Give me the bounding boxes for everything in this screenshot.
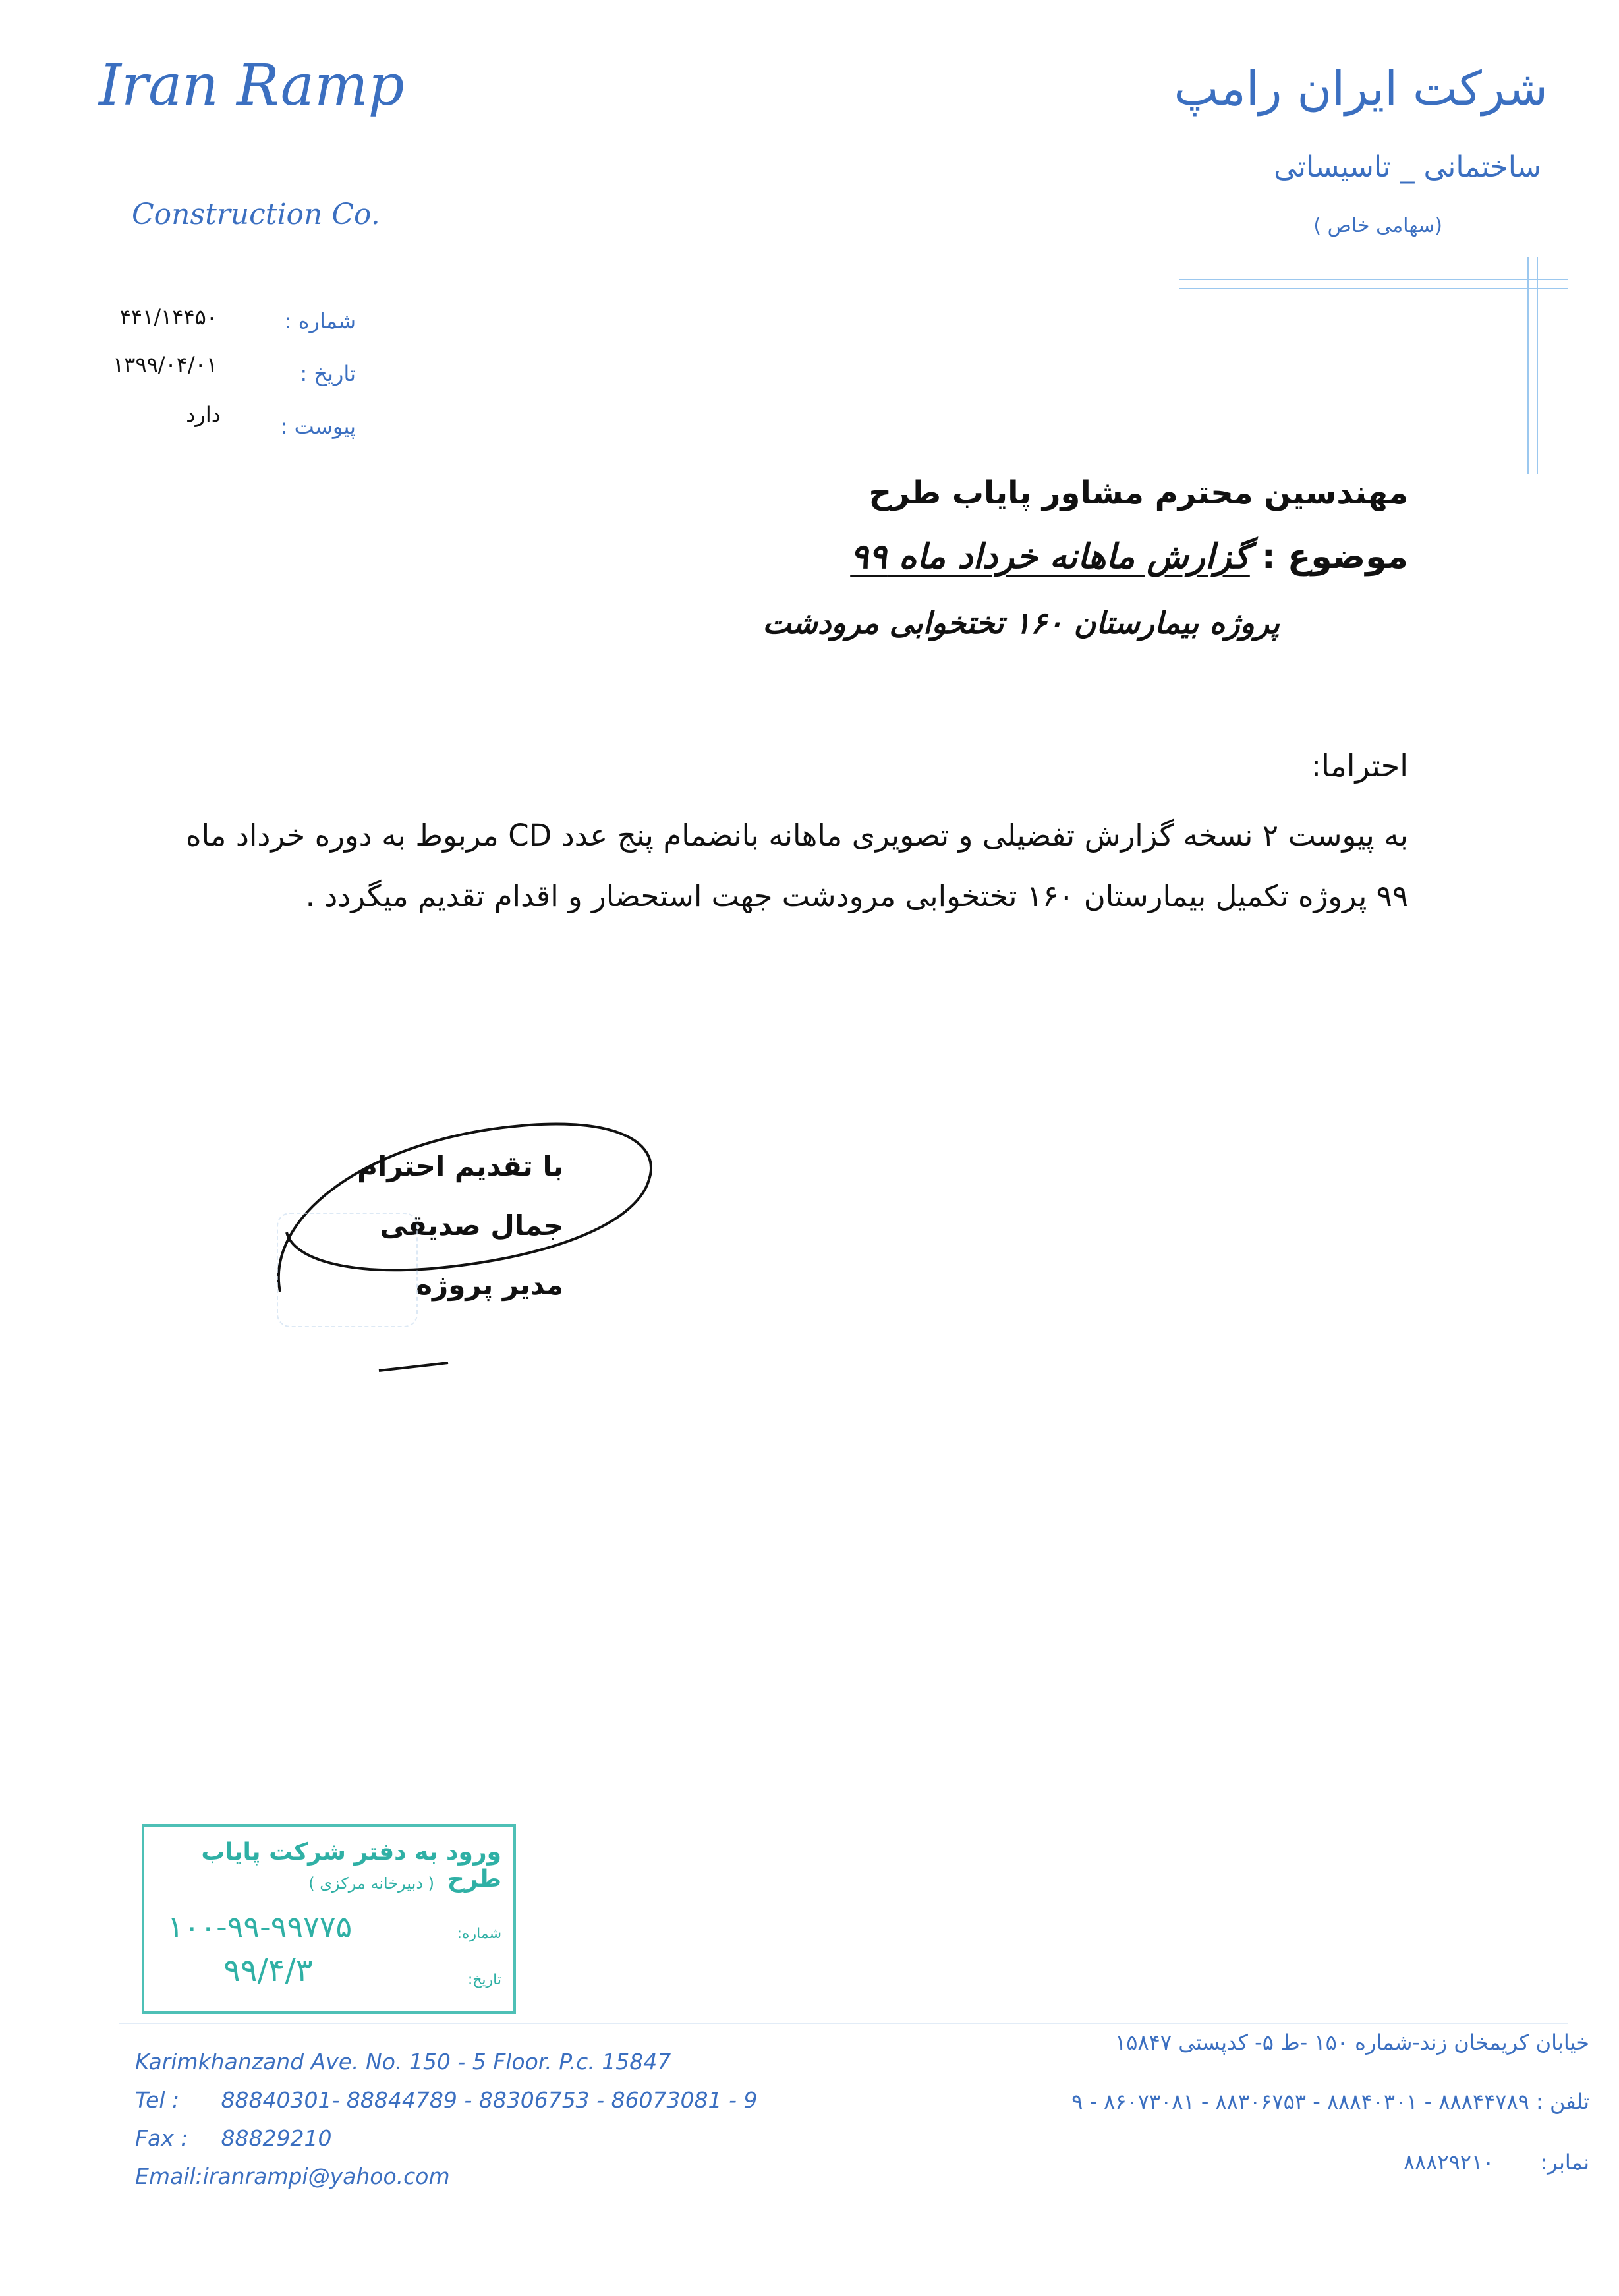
stamp-number-label: شماره: <box>457 1926 501 1942</box>
footer-tel-value: 88840301- 88844789 - 88306753 - 86073081 - 9 <box>221 2087 758 2113</box>
letter-attachment-label: پیوست : <box>280 414 356 439</box>
entry-stamp <box>142 1824 516 2014</box>
letterhead-rule-1 <box>1179 279 1568 280</box>
addressee: مهندسین محترم مشاور پایاب طرح <box>868 474 1408 511</box>
subject-label: موضوع : <box>1261 537 1408 577</box>
letter-attachment-value: دارد <box>186 402 221 427</box>
footer-rule <box>119 2023 1568 2024</box>
company-subtitle-en: Construction Co. <box>132 198 380 231</box>
stamp-title: ورود به دفتر شرکت پایاب طرح <box>201 1839 501 1893</box>
company-logo-en: Iran Ramp <box>99 53 405 119</box>
signature-title: مدیر پروژه <box>416 1269 563 1301</box>
project-line: پروژه بیمارستان ۱۶۰ تختخوابی مرودشت <box>762 605 1280 641</box>
stamp-date-label: تاریخ: <box>467 1972 501 1988</box>
stamp-subtitle: ( دبیرخانه مرکزی ) <box>308 1874 434 1893</box>
footer-email: Email:iranrampi@yahoo.com <box>135 2164 450 2189</box>
letter-body: به پیوست ۲ نسخه گزارش تفضیلی و تصویری ماهانه بانضمام پنج عدد CD مربوط به دوره خرداد ماه ۹۹ پروژه تکمیل بیمارستان ۱۶۰ تختخوابی مرودشت جهت استحضار و اقدام تقدیم میگردد . <box>186 818 1408 913</box>
footer-fax-value: 88829210 <box>221 2125 332 2151</box>
company-stamp-faint <box>277 1213 418 1327</box>
letterhead-vrule-1 <box>1527 257 1529 474</box>
footer-address-en: Karimkhanzand Ave. No. 150 - 5 Floor. P.c. 15847 <box>135 2049 671 2075</box>
signature-dash <box>376 1358 455 1377</box>
greeting: احتراما: <box>1311 748 1408 784</box>
footer-fax-fa <box>1404 2150 1589 2175</box>
letter-date-value: ۱۳۹۹/۰۴/۰۱ <box>112 352 217 377</box>
company-activity-fa: ساختمانی _ تاسیساتی <box>1274 150 1541 184</box>
footer-en <box>135 2043 757 2196</box>
letter-number-value: ۴۴۱/۱۴۴۵۰ <box>119 304 217 330</box>
footer-tel-fa-label: تلفن : <box>1536 2089 1589 2114</box>
signature-closing: با تقدیم احترام <box>357 1150 563 1182</box>
subject-text: گزارش ماهانه خرداد ماه ۹۹ <box>850 537 1250 577</box>
letter-number-label: شماره : <box>284 308 356 333</box>
subject-line <box>354 537 1408 577</box>
footer-fax-fa-label: نمابر: <box>1540 2150 1589 2175</box>
footer-tel-fa-value: ۸۸۸۴۴۷۸۹ - ۸۸۸۴۰۳۰۱ - ۸۸۳۰۶۷۵۳ - ۸۶۰۷۳۰۸۱ - ۹ <box>1071 2089 1529 2114</box>
letterhead-rule-2 <box>1179 288 1568 289</box>
footer-address-fa: خیابان کریمخان زند-شماره ۱۵۰ -ط ۵- کدپستی ۱۵۸۴۷ <box>1115 2030 1589 2055</box>
stamp-number-value: ۱۰۰-۹۹-۹۹۷۷۵ <box>167 1909 353 1945</box>
footer-tel-en <box>135 2081 757 2119</box>
footer-tel-fa <box>1071 2089 1589 2114</box>
footer-fax-fa-value: ۸۸۸۲۹۲۱۰ <box>1403 2150 1494 2175</box>
footer-fax-en <box>135 2119 757 2158</box>
company-legal-type-fa: (سهامی خاص ) <box>1313 214 1442 237</box>
signature-name: جمال صدیقی <box>380 1209 563 1242</box>
letterhead-vrule-2 <box>1537 257 1538 474</box>
letter-date-label: تاریخ : <box>300 361 356 386</box>
stamp-date-value: ۹۹/۴/۳ <box>223 1952 313 1989</box>
footer-fax-label: Fax : <box>135 2125 188 2151</box>
footer-tel-label: Tel : <box>135 2087 180 2113</box>
company-name-fa: شرکت ایران رامپ <box>1174 61 1548 116</box>
